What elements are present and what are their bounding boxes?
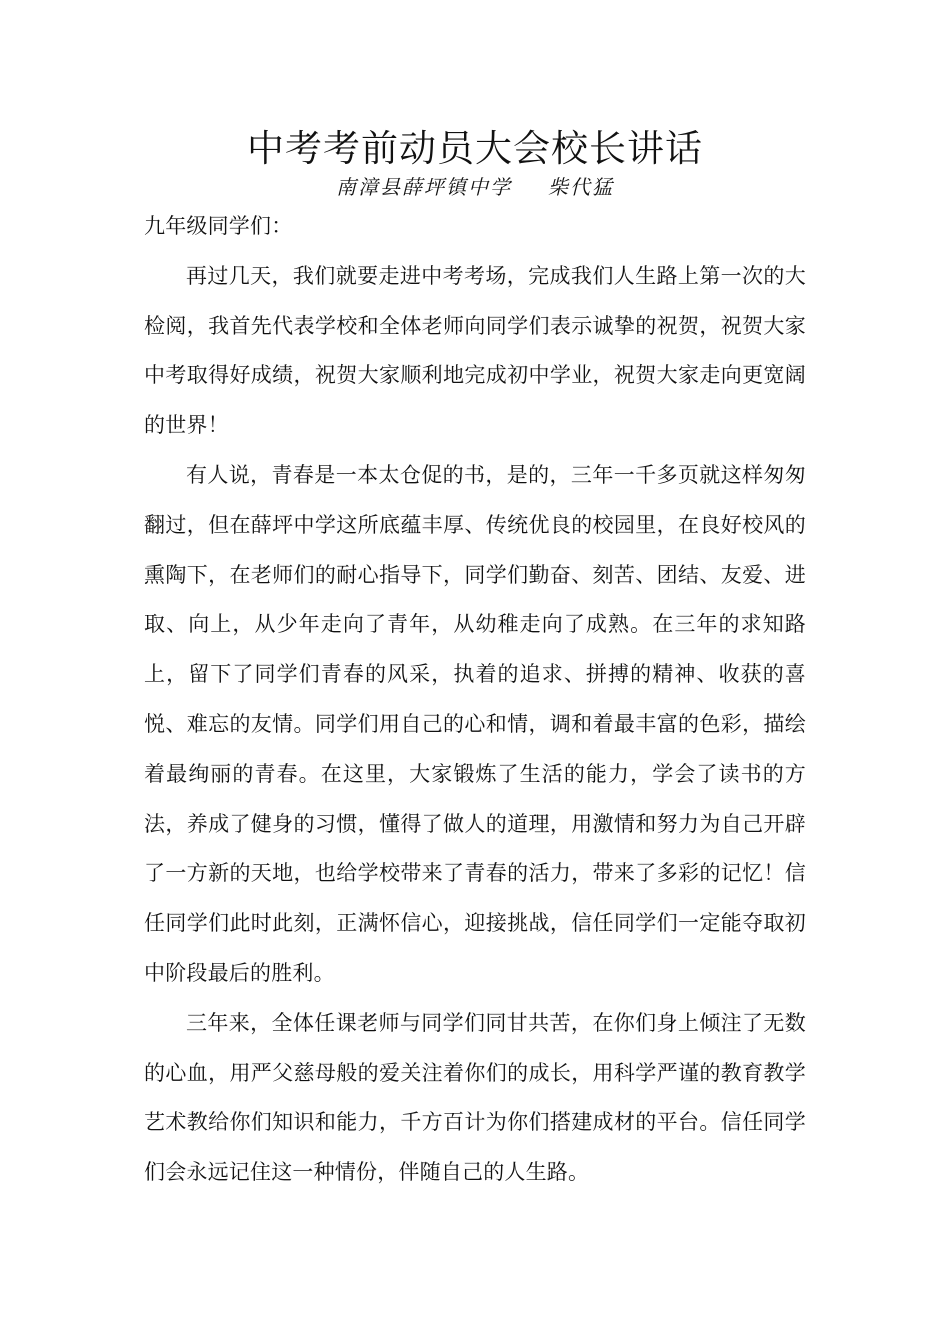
paragraph: 再过几天，我们就要走进中考考场，完成我们人生路上第一次的大检阅，我首先代表学校和全体老师向同学们表示诚挚的祝贺，祝贺大家中考取得好成绩，祝贺大家顺利地完成初中学业，祝贺大家走向更宽阔的世界！ <box>144 263 806 438</box>
document-title: 中考考前动员大会校长讲话 <box>247 127 703 170</box>
greeting: 九年级同学们： <box>144 214 293 238</box>
speech-body <box>144 200 806 1198</box>
paragraph: 三年来，全体任课老师与同学们同甘共苦，在你们身上倾注了无数的心血，用严父慈母般的爱关注着你们的成长，用科学严谨的教育教学艺术教给你们知识和能力，千方百计为你们搭建成材的平台。信任同学们会永远记住这一种情份，伴随自己的人生路。 <box>144 1010 806 1185</box>
paragraph: 有人说，青春是一本太仓促的书，是的，三年一千多页就这样匆匆翻过，但在薛坪中学这所底蕴丰厚、传统优良的校园里，在良好校风的熏陶下，在老师们的耐心指导下，同学们勤奋、刻苦、团结、友爱、进取、向上，从少年走向了青年，从幼稚走向了成熟。在三年的求知路上，留下了同学们青春的风采，执着的追求、拼搏的精神、收获的喜悦、难忘的友情。同学们用自己的心和情，调和着最丰富的色彩，描绘着最绚丽的青春。在这里，大家锻炼了生活的能力，学会了读书的方法，养成了健身的习惯，懂得了做人的道理，用激情和努力为自己开辟了一方新的天地，也给学校带来了青春的活力，带来了多彩的记忆！信任同学们此时此刻，正满怀信心，迎接挑战，信任同学们一定能夺取初中阶段最后的胜利。 <box>144 462 806 985</box>
author-name: 柴代猛 <box>548 175 614 199</box>
author-school: 南漳县薛坪镇中学 <box>336 175 512 199</box>
author-line <box>0 174 950 200</box>
